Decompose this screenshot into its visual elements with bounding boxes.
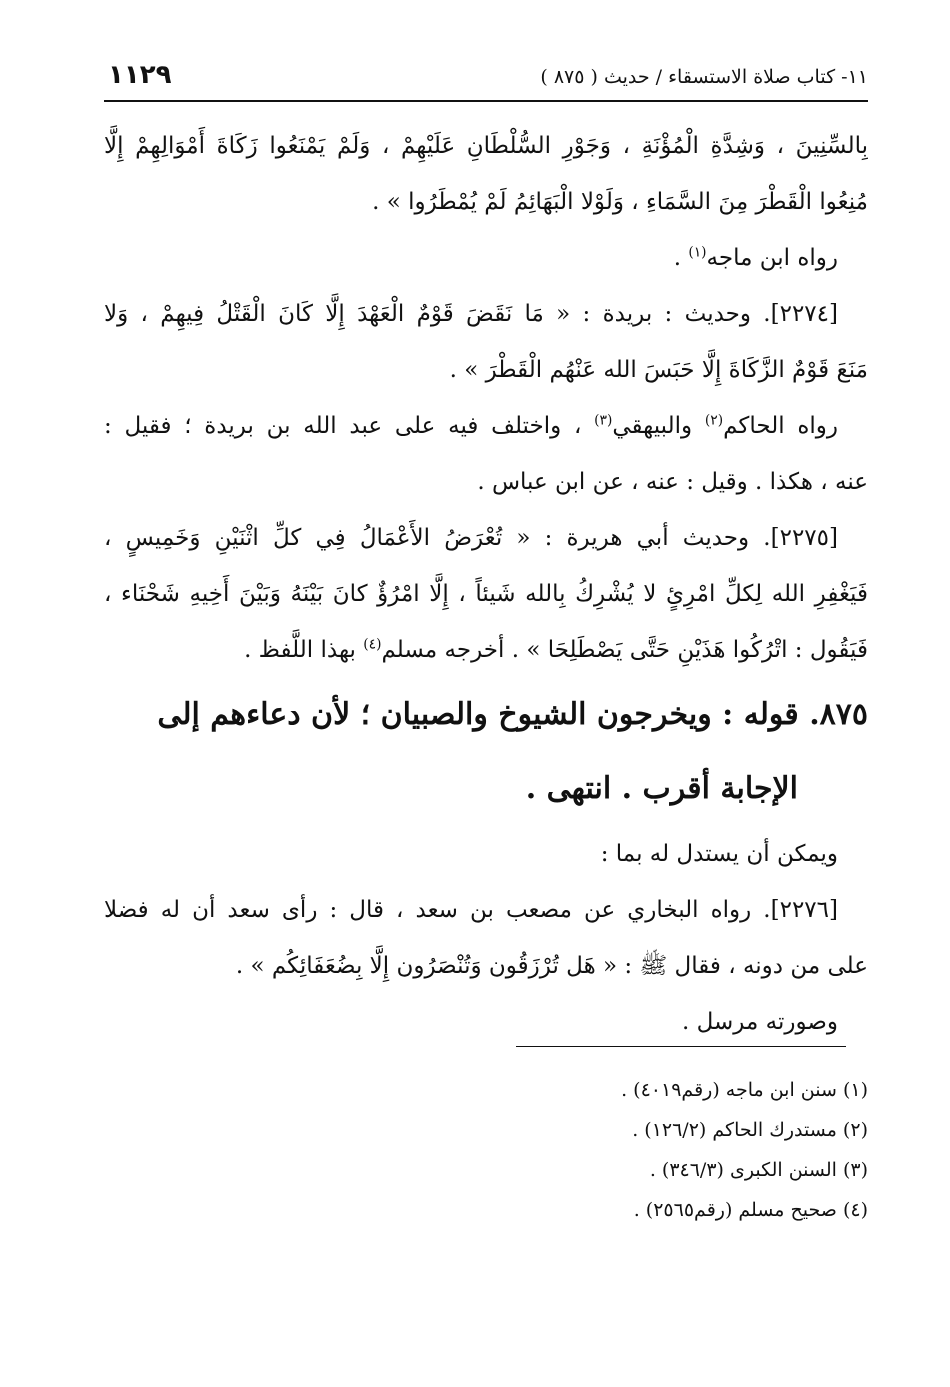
footnote-ref-3: (٣) <box>594 412 613 429</box>
footnote-2: (٢) مستدرك الحاكم (١٢٦/٢) . <box>632 1119 868 1141</box>
text-line-6 <box>104 398 868 454</box>
citation-bayhaqi: والبيهقي <box>612 413 705 439</box>
citation-hakim: رواه الحاكم <box>723 413 838 439</box>
hadith-2274-line-2: مَنَعَ قَوْمٌ الزَّكَاةَ إِلَّا حَبَسَ الله عَنْهُم الْقَطْرَ » . <box>449 357 868 383</box>
page-header <box>104 58 868 102</box>
hadith-2275-end: بهذا اللَّفظ . <box>244 637 364 663</box>
hadith-2276-line-1: [٢٢٧٦]. رواه البخاري عن مصعب بن سعد ، قال : رأى سعد أن له فضلا <box>104 897 838 923</box>
footnote-1: (١) سنن ابن ماجه (رقم٤٠١٩) . <box>621 1079 868 1101</box>
hadith-2275-line-1: [٢٢٧٥]. وحديث أبي هريرة : « تُعْرَضُ الأَعْمَالُ فِي كلِّ اثْنَيْنِ وَخَمِيسٍ ، <box>104 525 838 551</box>
footnotes <box>104 1070 868 1230</box>
section-heading-875-line-2: الإجابة أقرب . انتهى . <box>525 771 798 806</box>
footnote-3: (٣) السنن الكبرى (٣٤٦/٣) . <box>649 1159 868 1181</box>
footnote-separator <box>516 1046 846 1047</box>
text-line-11: ويمكن أن يستدل له بما : <box>600 841 838 867</box>
citation-text: رواه ابن ماجه <box>706 245 838 271</box>
section-heading-875-line-1: ٨٧٥. قوله : ويخرجون الشيوخ والصبيان ؛ لأن دعاءهم إلى <box>157 697 868 732</box>
footnote-ref-2: (٢) <box>704 412 724 429</box>
hadith-2275-text: فَيَقُول : اتْرُكُوا هَذَيْنِ حَتَّى يَصْطَلِحَا » . أخرجه مسلم <box>381 637 868 663</box>
hadith-2275-line-3 <box>104 622 868 678</box>
hadith-2275-line-2: فَيَغْفِرِ الله لِكلِّ امْرِئٍ لا يُشْرِكُ بِالله شَيئاً ، إِلَّا امْرُؤٌ كانَ بَيْنَهُ وَبَيْنَ أَخِيهِ شَحْنَاء ، <box>104 581 868 607</box>
running-title: ١١- كتاب صلاة الاستسقاء / حديث ( ٨٧٥ ) <box>540 66 868 88</box>
citation-end: . <box>673 245 689 271</box>
hadith-2274-line-1: [٢٢٧٤]. وحديث : بريدة : « مَا نَقَضَ قَوْمٌ الْعَهْدَ إِلَّا كَانَ الْقَتْلُ فِيهِمْ ، وَلا <box>104 301 838 327</box>
text-line-2: مُنِعُوا الْقَطْرَ مِنَ السَّمَاءِ ، وَلَوْلا الْبَهَائِمُ لَمْ يُمْطَرُوا » . <box>372 189 868 215</box>
footnote-ref-4: (٤) <box>363 636 382 653</box>
footnote-ref-1: (١) <box>688 244 707 261</box>
text-line-7: عنه ، هكذا . وقيل : عنه ، عن ابن عباس . <box>477 469 868 495</box>
text-line-3 <box>104 230 868 286</box>
text-line-1: بِالسِّنِينَ ، وَشِدَّةِ الْمُؤْنَةِ ، وَجَوْرِ السُّلْطَانِ عَلَيْهِمْ ، وَلَمْ يَمْنَعُوا زَكَاةَ أَمْوَالِهِمْ إِلَّا <box>104 133 868 159</box>
citation-rest: ، واختلف فيه على عبد الله بن بريدة ؛ فقيل : <box>104 413 595 439</box>
text-line-14: وصورته مرسل . <box>682 1009 838 1035</box>
main-text <box>104 118 868 1050</box>
hadith-2276-line-2: على من دونه ، فقال ﷺ : « هَل تُرْزَقُون وَتُنْصَرُون إِلَّا بِضُعَفَائِكُم » . <box>235 953 868 979</box>
page-number: ١١٢٩ <box>108 60 172 90</box>
footnote-4: (٤) صحيح مسلم (رقم٢٥٦٥) . <box>633 1199 868 1221</box>
